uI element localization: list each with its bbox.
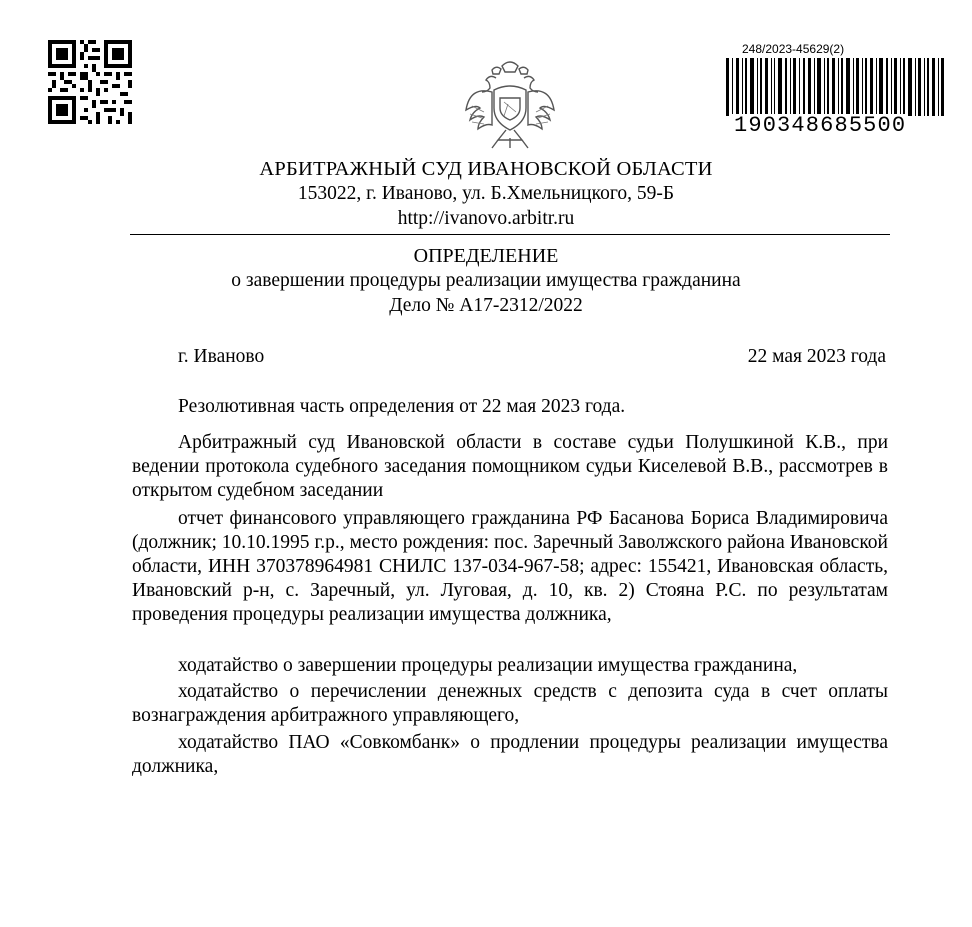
paragraph-court-composition: Арбитражный суд Ивановской области в составе судьи Полушкиной К.В., при ведении протокола судебного заседания помощником судьи Киселевой В.В., рассмотрев в открытом судебном заседании [132, 432, 888, 501]
paragraph-motion-completion: ходатайство о завершении процедуры реализации имущества гражданина, [178, 655, 798, 676]
page-crop-area [0, 778, 972, 927]
document-subject: о завершении процедуры реализации имущества гражданина [231, 270, 741, 291]
case-number: Дело № А17-2312/2022 [389, 295, 583, 316]
court-name: АРБИТРАЖНЫЙ СУД ИВАНОВСКОЙ ОБЛАСТИ [259, 158, 713, 180]
court-address: 153022, г. Иваново, ул. Б.Хмельницкого, 59-Б [297, 183, 675, 204]
barcode-id: 248/2023-45629(2) [742, 42, 845, 56]
document-type: ОПРЕДЕЛЕНИЕ [413, 245, 559, 267]
barcode-icon [726, 58, 944, 116]
paragraph-report: отчет финансового управляющего гражданина РФ Басанова Бориса Владимировича (должник; 10.10.1995 г.р., место рождения: пос. Заречный Заволжского района Ивановской области, ИНН 370378964981 СНИЛС 137-034-967-58; адрес: 155421, Ивановская область, Ивановский р-н, с. Заречный, ул. Луговая, д. 10, кв. 2) Стояна Р.С. по результатам проведения процедуры реализации имущества должника, [132, 508, 888, 625]
document-date: 22 мая 2023 года [747, 346, 886, 367]
court-website: http://ivanovo.arbitr.ru [397, 208, 575, 229]
paragraph-motion-extension: ходатайство ПАО «Совкомбанк» о продлении процедуры реализации имущества должника, [132, 732, 888, 777]
russian-coat-of-arms-icon [462, 52, 558, 152]
qr-code-icon [48, 40, 132, 124]
header-divider [130, 234, 890, 235]
barcode-digits: 190348685500 [734, 113, 907, 138]
paragraph-resolution-note: Резолютивная часть определения от 22 мая 2023 года. [178, 396, 626, 417]
paragraph-motion-transfer: ходатайство о перечислении денежных средств с депозита суда в счет оплаты вознаграждения арбитражного управляющего, [132, 681, 888, 726]
document-city: г. Иваново [178, 346, 265, 367]
